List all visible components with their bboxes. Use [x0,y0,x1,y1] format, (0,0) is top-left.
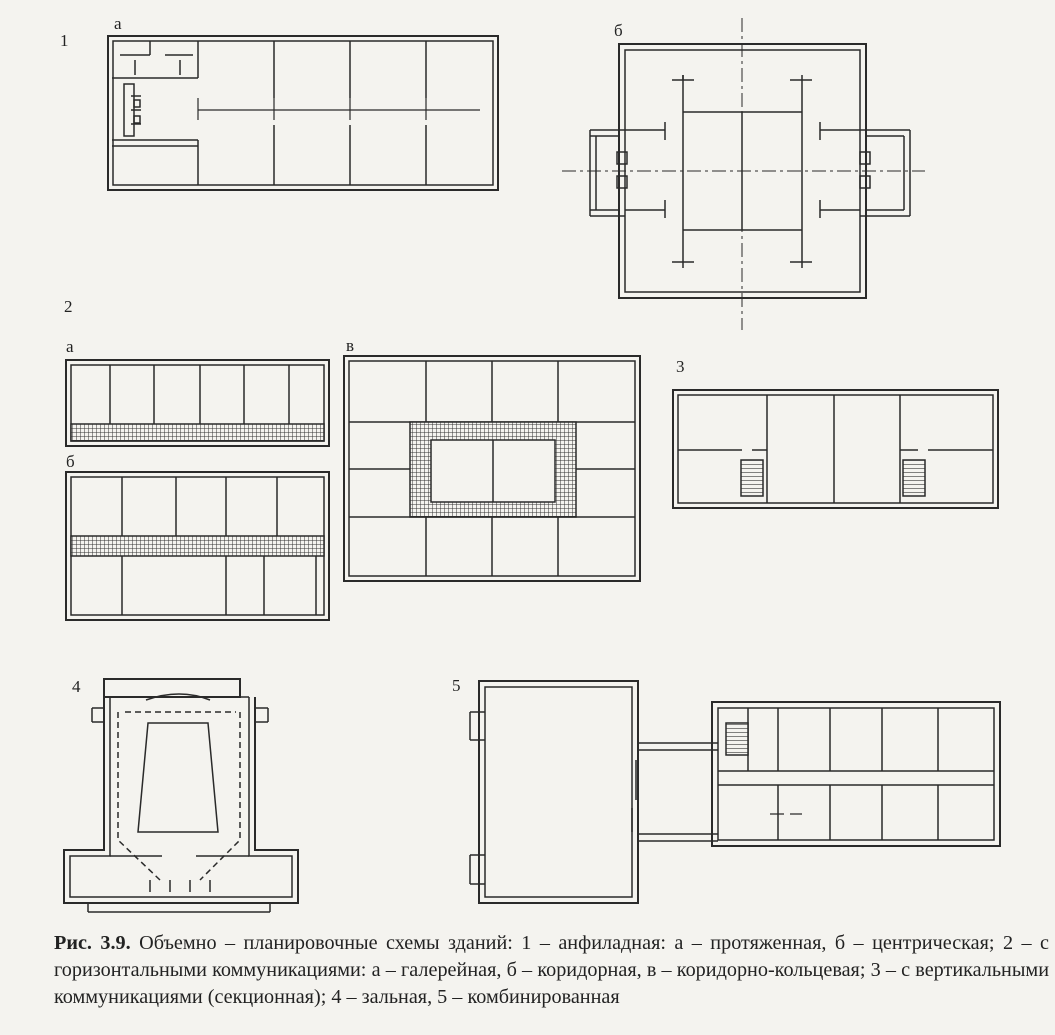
scheme-2a-gallery [66,360,329,446]
scheme-2v-ring-corridor [344,356,640,581]
scheme-2b-corridor [66,472,329,620]
label-3: 3 [676,357,685,376]
label-1a: а [114,14,122,33]
scheme-1b-enfilade-centric [562,18,925,330]
label-2b: б [66,452,75,471]
caption-text: Объемно – планировочные схемы зданий: 1 – анфиладная: а – протяженная, б – центрическая; 2 – с горизонтальными коммуникациями: а – галерейная, б – коридорная, в – коридорно-кольцевая; 3 – с вертикальными коммуникациями (секционная); 4 – зальная, 5 – комбинированная [54,932,1049,1008]
label-2v: в [346,336,355,355]
scheme-3-sectional [673,390,998,508]
label-1: 1 [60,31,69,50]
scheme-5-combined [470,681,1000,903]
scheme-4-hall [64,679,298,912]
label-4: 4 [72,677,81,696]
label-2: 2 [64,297,73,316]
figure-caption [54,930,1049,1011]
caption-head: Рис. 3.9. [54,932,131,954]
scheme-1a-enfilade-linear [108,36,498,190]
label-5: 5 [452,676,461,695]
label-2a: а [66,337,74,356]
label-1b: б [614,21,623,40]
